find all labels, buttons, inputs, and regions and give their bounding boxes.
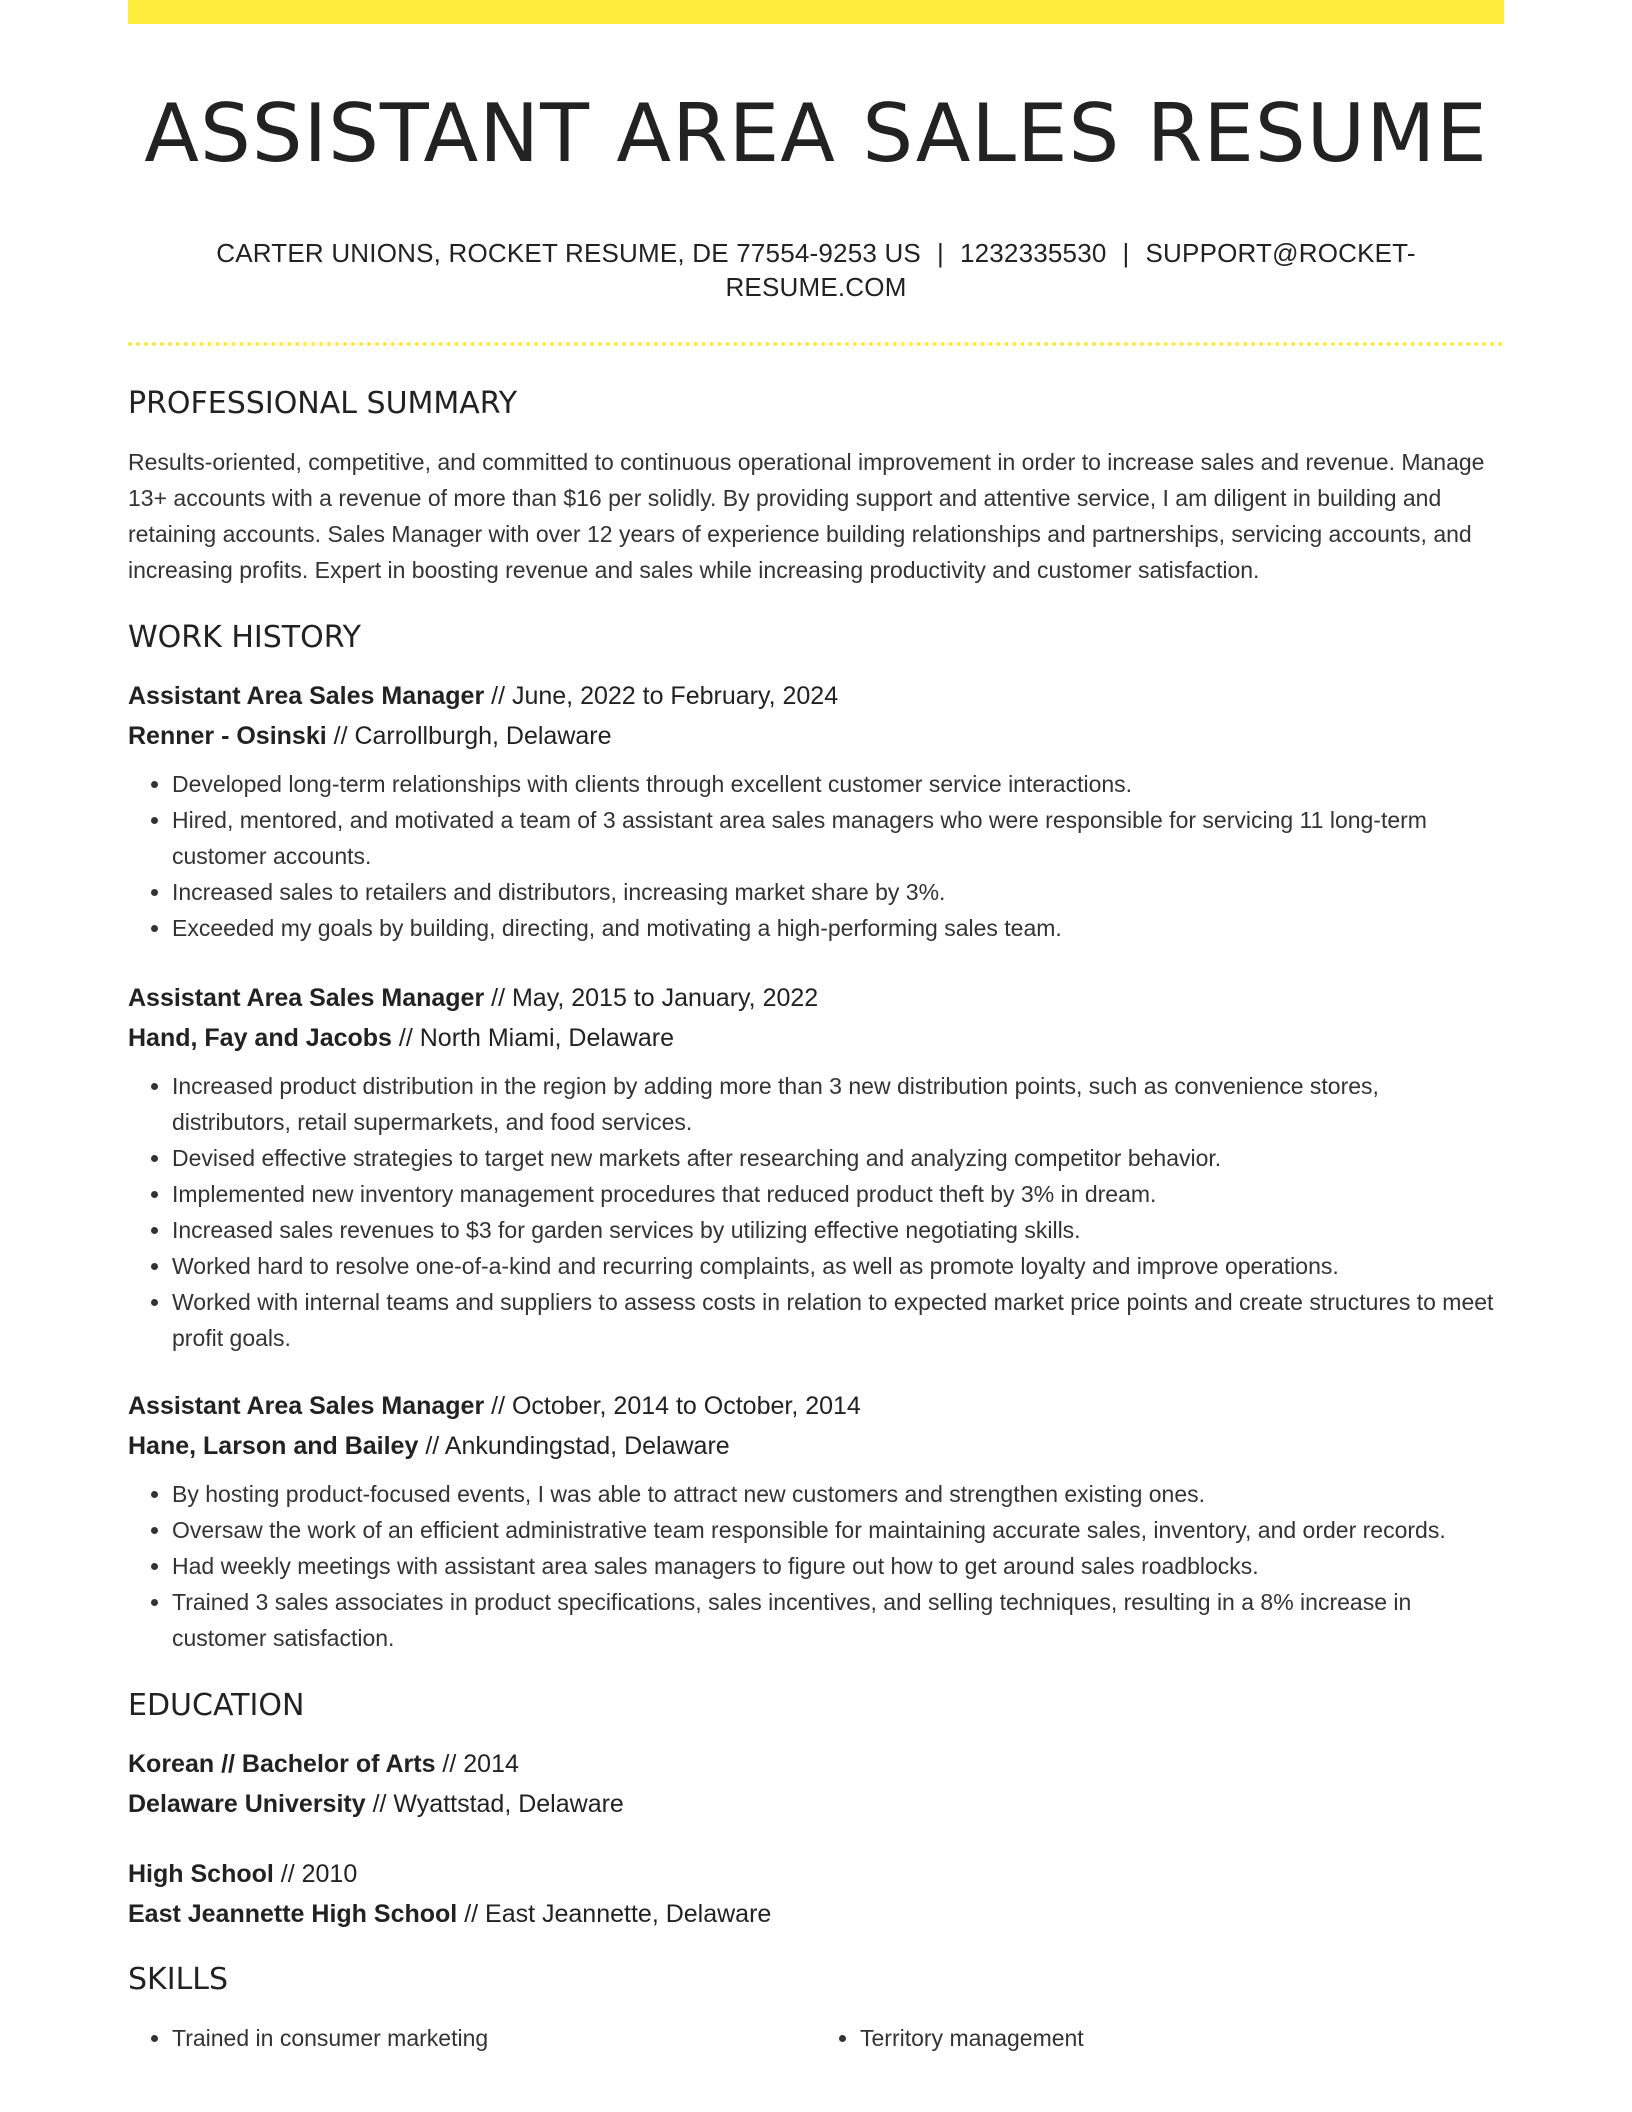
- education-school-line: [128, 1894, 1504, 1934]
- education-location: // East Jeannette, Delaware: [457, 1900, 772, 1928]
- job-dates: // October, 2014 to October, 2014: [484, 1392, 861, 1420]
- summary-text: Results-oriented, competitive, and committed to continuous operational improvement in order to increase sales and revenue. Manage 13+ accounts with a revenue of more than $16 per solidly. By providing support and attentive service, I am diligent in building and retaining accounts. Sales Manager with over 12 years of experience building relationships and partnerships, servicing accounts, and increasing profits. Expert in boosting revenue and sales while increasing productivity and customer satisfaction.: [128, 449, 1485, 583]
- job-company-line: [128, 1018, 1504, 1058]
- education-year: // 2014: [435, 1750, 519, 1778]
- education-degree-line: [128, 1854, 1504, 1894]
- education-degree-line: [128, 1744, 1504, 1784]
- education-school: East Jeannette High School: [128, 1900, 458, 1928]
- job-location: // Carrollburgh, Delaware: [326, 722, 612, 750]
- job-location: // Ankundingstad, Delaware: [418, 1432, 730, 1460]
- contact-line: [128, 236, 1504, 304]
- education-degree: Korean // Bachelor of Arts: [128, 1750, 436, 1778]
- work-history-heading: WORK HISTORY: [128, 620, 361, 655]
- job-bullet: • Implemented new inventory management procedures that reduced product theft by 3% in dream.: [172, 1176, 1504, 1212]
- job-bullet: • Developed long-term relationships with clients through excellent customer service interactions.: [172, 766, 1504, 802]
- job-entry: [128, 978, 1504, 1356]
- contact-email: SUPPORT@ROCKET-RESUME.COM: [725, 238, 1416, 302]
- resume-page: [128, 0, 1504, 2056]
- job-bullet: • By hosting product-focused events, I was able to attract new customers and strengthen existing ones.: [172, 1476, 1504, 1512]
- job-bullets: [128, 1476, 1504, 1656]
- education-year: // 2010: [273, 1860, 358, 1888]
- job-title: Assistant Area Sales Manager: [128, 1392, 485, 1420]
- job-bullet: • Increased sales revenues to $3 for garden services by utilizing effective negotiating skills.: [172, 1212, 1504, 1248]
- job-bullet: • Worked hard to resolve one-of-a-kind and recurring complaints, as well as promote loyalty and improve operations.: [172, 1248, 1504, 1284]
- job-dates: // May, 2015 to January, 2022: [484, 984, 819, 1012]
- job-entry: [128, 1386, 1504, 1656]
- job-dates: // June, 2022 to February, 2024: [484, 682, 839, 710]
- contact-separator: |: [936, 238, 944, 268]
- education-school-line: [128, 1784, 1504, 1824]
- contact-phone: 1232335530: [959, 238, 1107, 268]
- job-bullet: • Hired, mentored, and motivated a team of 3 assistant area sales managers who were responsible for servicing 11 long-term customer accounts.: [172, 802, 1504, 874]
- job-title: Assistant Area Sales Manager: [128, 682, 485, 710]
- contact-address: CARTER UNIONS, ROCKET RESUME, DE 77554-9253 US: [216, 238, 921, 268]
- job-bullet: • Devised effective strategies to target new markets after researching and analyzing competitor behavior.: [172, 1140, 1504, 1176]
- job-bullet: • Oversaw the work of an efficient administrative team responsible for maintaining accurate sales, inventory, and order records.: [172, 1512, 1504, 1548]
- accent-top-bar: [128, 0, 1504, 24]
- dotted-divider: [128, 342, 1504, 346]
- skill-item: • Territory management: [860, 2020, 1504, 2056]
- education-heading: EDUCATION: [128, 1688, 305, 1723]
- job-bullet: • Worked with internal teams and suppliers to assess costs in relation to expected market price points and create structures to meet profit goals.: [172, 1284, 1504, 1356]
- resume-title: ASSISTANT AREA SALES RESUME: [144, 87, 1488, 180]
- education-degree: High School: [128, 1860, 274, 1888]
- skills-column-right: [816, 2020, 1504, 2056]
- job-bullet: • Trained 3 sales associates in product specifications, sales incentives, and selling techniques, resulting in a 8% increase in customer satisfaction.: [172, 1584, 1504, 1656]
- job-bullet: • Increased sales to retailers and distributors, increasing market share by 3%.: [172, 874, 1504, 910]
- job-company: Hand, Fay and Jacobs: [128, 1024, 392, 1052]
- education-location: // Wyattstad, Delaware: [365, 1790, 624, 1818]
- job-entry: [128, 676, 1504, 946]
- job-title-line: [128, 978, 1504, 1018]
- job-company: Hane, Larson and Bailey: [128, 1432, 419, 1460]
- job-bullet: • Increased product distribution in the region by adding more than 3 new distribution points, such as convenience stores, distributors, retail supermarkets, and food services.: [172, 1068, 1504, 1140]
- skills-heading: SKILLS: [128, 1962, 229, 1997]
- skill-item: • Trained in consumer marketing: [172, 2020, 816, 2056]
- education-entry: [128, 1744, 1504, 1824]
- job-bullets: [128, 766, 1504, 946]
- job-location: // North Miami, Delaware: [391, 1024, 674, 1052]
- skills-grid: [128, 2020, 1504, 2056]
- job-bullet: • Had weekly meetings with assistant area sales managers to figure out how to get around sales roadblocks.: [172, 1548, 1504, 1584]
- job-bullets: [128, 1068, 1504, 1356]
- job-company: Renner - Osinski: [128, 722, 327, 750]
- contact-separator: |: [1122, 238, 1130, 268]
- education-school: Delaware University: [128, 1790, 366, 1818]
- skills-column-left: [128, 2020, 816, 2056]
- summary-heading: PROFESSIONAL SUMMARY: [128, 386, 518, 421]
- job-title-line: [128, 676, 1504, 716]
- job-company-line: [128, 1426, 1504, 1466]
- job-company-line: [128, 716, 1504, 756]
- job-title-line: [128, 1386, 1504, 1426]
- education-entry: [128, 1854, 1504, 1934]
- job-title: Assistant Area Sales Manager: [128, 984, 485, 1012]
- job-bullet: • Exceeded my goals by building, directing, and motivating a high-performing sales team.: [172, 910, 1504, 946]
